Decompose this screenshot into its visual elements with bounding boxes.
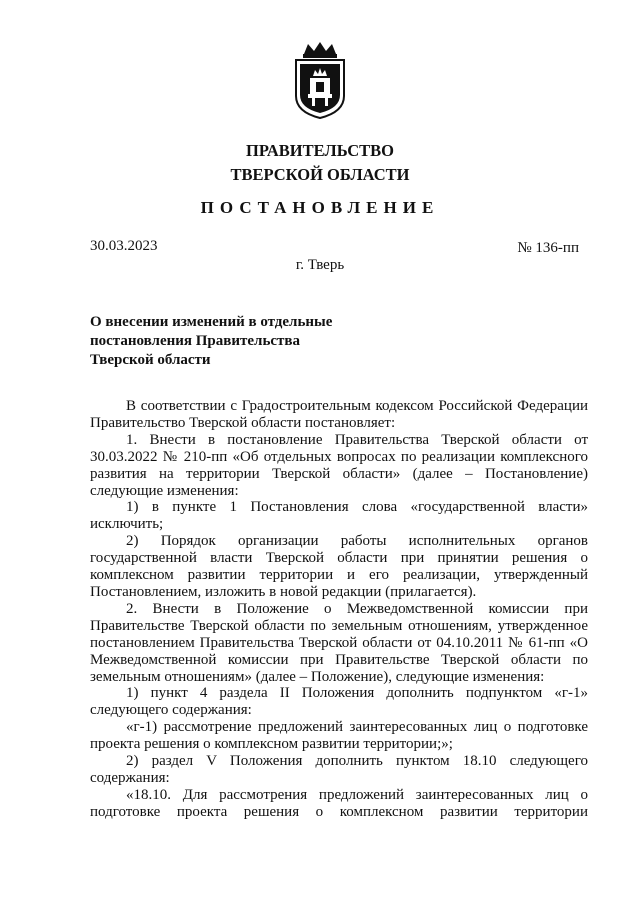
- tver-coat-of-arms-icon: [290, 40, 350, 120]
- government-title-line-2: ТВЕРСКОЙ ОБЛАСТИ: [230, 165, 410, 184]
- body-paragraph-4: 2) Порядок организации работы исполнительных органов государственной власти Тверской области при принятии решения о комплексном развитии территории и его реализации, утвержденный Постановлением, изложить в новой редакции (прилагается).: [90, 533, 588, 600]
- body-paragraph-2: 1. Внести в постановление Правительства Тверской области от 30.03.2022 № 210-пп «Об отдельных вопросах по реализации комплексного развития на территории Тверской области» (далее – Постановление) следующие изменения:: [90, 431, 588, 499]
- subject-line-3: Тверской области: [90, 352, 211, 368]
- body-paragraph-8: 2) раздел V Положения дополнить пунктом 18.10 следующего содержания:: [90, 753, 588, 786]
- body-paragraph-9: «18.10. Для рассмотрения предложений заинтересованных лиц о подготовке проекта решения о комплексном развитии территории: [90, 786, 588, 820]
- body-paragraph-6: 1) пункт 4 раздела II Положения дополнить подпунктом «г-1» следующего содержания:: [90, 685, 588, 719]
- decree-subject: [90, 313, 390, 370]
- decree-body: [90, 398, 588, 821]
- decree-title: ПОСТАНОВЛЕНИЕ: [200, 198, 440, 217]
- subject-line-1: О внесении изменений в отдельные: [90, 314, 333, 330]
- subject-line-2: постановления Правительства: [90, 333, 300, 349]
- government-title-line-1: ПРАВИТЕЛЬСТВО: [246, 141, 394, 160]
- body-paragraph-1: В соответствии с Градостроительным кодексом Российской Федерации Правительство Тверской области постановляет:: [90, 398, 588, 431]
- decree-number: № 136-пп: [517, 240, 579, 256]
- body-paragraph-7: «г-1) рассмотрение предложений заинтересованных лиц о подготовке проекта решения о комплексном развитии территории;»;: [90, 719, 588, 753]
- government-title: [0, 139, 640, 187]
- decree-city: г. Тверь: [295, 257, 345, 273]
- decree-date: 30.03.2023: [90, 238, 158, 254]
- body-paragraph-3: 1) в пункте 1 Постановления слова «государственной власти» исключить;: [90, 499, 588, 533]
- body-paragraph-5: 2. Внести в Положение о Межведомственной комиссии при Правительстве Тверской области по земельным отношениям, утвержденное постановлением Правительства Тверской области от 04.10.2011 № 61-пп «О Межведомственной комиссии при Правительстве Тверской области по земельным отношениям» (далее – Положение), следующие изменения:: [90, 600, 588, 685]
